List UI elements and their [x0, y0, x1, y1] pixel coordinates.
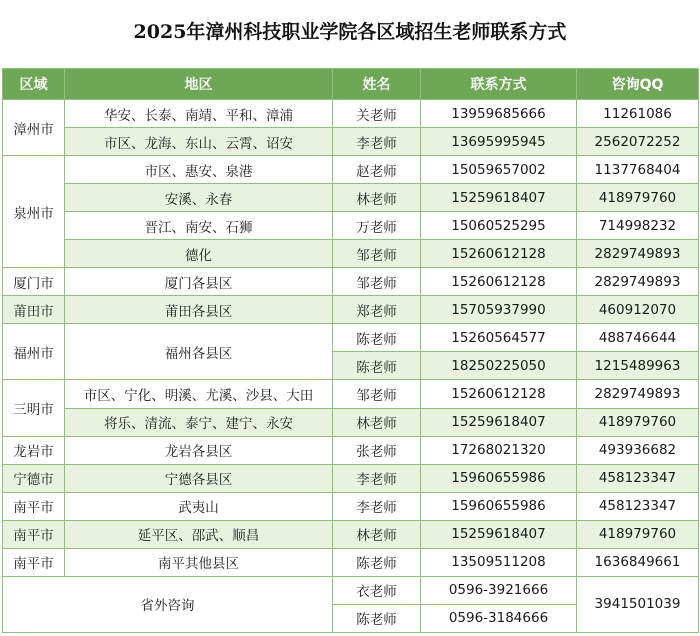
region-cell: 莆田市	[3, 296, 65, 324]
header-phone: 联系方式	[421, 69, 577, 100]
qq-cell: 1636849661	[577, 548, 699, 576]
area-cell: 武夷山	[65, 492, 333, 520]
name-cell: 林老师	[333, 520, 421, 548]
area-cell: 安溪、永春	[65, 184, 333, 212]
table-row	[3, 100, 699, 128]
phone-cell: 15260612128	[421, 268, 577, 296]
qq-cell: 418979760	[577, 408, 699, 436]
qq-cell: 488746644	[577, 324, 699, 352]
table-row	[3, 184, 699, 212]
phone-cell: 15259618407	[421, 408, 577, 436]
header-region: 区域	[3, 69, 65, 100]
name-cell: 邹老师	[333, 240, 421, 268]
qq-cell: 1215489963	[577, 352, 699, 380]
phone-cell: 15260612128	[421, 240, 577, 268]
region-cell: 宁德市	[3, 464, 65, 492]
phone-cell: 0596-3921666	[421, 576, 577, 604]
table-row	[3, 296, 699, 324]
area-cell: 晋江、南安、石狮	[65, 212, 333, 240]
area-cell: 厦门各县区	[65, 268, 333, 296]
qq-cell: 2562072252	[577, 128, 699, 156]
phone-cell: 15260612128	[421, 380, 577, 408]
name-cell: 林老师	[333, 184, 421, 212]
phone-cell: 13695995945	[421, 128, 577, 156]
name-cell: 张老师	[333, 436, 421, 464]
qq-cell: 2829749893	[577, 268, 699, 296]
area-cell: 德化	[65, 240, 333, 268]
area-cell: 将乐、清流、泰宁、建宁、永安	[65, 408, 333, 436]
table-row	[3, 548, 699, 576]
phone-cell: 13959685666	[421, 100, 577, 128]
qq-cell: 2829749893	[577, 240, 699, 268]
table-row	[3, 520, 699, 548]
qq-cell: 418979760	[577, 184, 699, 212]
name-cell: 李老师	[333, 464, 421, 492]
area-cell: 福州各县区	[65, 324, 333, 380]
phone-cell: 15060525295	[421, 212, 577, 240]
table-row	[3, 436, 699, 464]
table-row	[3, 128, 699, 156]
name-cell: 万老师	[333, 212, 421, 240]
qq-cell: 458123347	[577, 464, 699, 492]
table-row	[3, 380, 699, 408]
contact-table	[2, 68, 699, 633]
header-area: 地区	[65, 69, 333, 100]
name-cell: 邹老师	[333, 380, 421, 408]
table-row	[3, 576, 699, 604]
phone-cell: 15059657002	[421, 156, 577, 184]
region-cell: 漳州市	[3, 100, 65, 156]
phone-cell: 18250225050	[421, 352, 577, 380]
region-cell: 福州市	[3, 324, 65, 380]
table-row	[3, 212, 699, 240]
header-name: 姓名	[333, 69, 421, 100]
phone-cell: 15960655986	[421, 464, 577, 492]
phone-cell: 15259618407	[421, 184, 577, 212]
table-row	[3, 408, 699, 436]
region-cell: 南平市	[3, 548, 65, 576]
header-qq: 咨询QQ	[577, 69, 699, 100]
region-cell: 三明市	[3, 380, 65, 436]
area-cell: 华安、长泰、南靖、平和、漳浦	[65, 100, 333, 128]
qq-cell: 460912070	[577, 296, 699, 324]
area-cell: 南平其他县区	[65, 548, 333, 576]
page-title: 2025年漳州科技职业学院各区域招生老师联系方式	[133, 20, 567, 43]
area-cell: 市区、龙海、东山、云霄、诏安	[65, 128, 333, 156]
qq-cell: 11261086	[577, 100, 699, 128]
name-cell: 衣老师	[333, 576, 421, 604]
area-cell: 龙岩各县区	[65, 436, 333, 464]
name-cell: 李老师	[333, 492, 421, 520]
table-row	[3, 156, 699, 184]
phone-cell: 15260564577	[421, 324, 577, 352]
phone-cell: 17268021320	[421, 436, 577, 464]
table-row	[3, 464, 699, 492]
table-row	[3, 492, 699, 520]
region-cell: 泉州市	[3, 156, 65, 268]
outside-label-cell: 省外咨询	[3, 576, 333, 632]
name-cell: 林老师	[333, 408, 421, 436]
area-cell: 市区、宁化、明溪、尤溪、沙县、大田	[65, 380, 333, 408]
qq-cell: 2829749893	[577, 380, 699, 408]
area-cell: 宁德各县区	[65, 464, 333, 492]
phone-cell: 0596-3184666	[421, 604, 577, 632]
name-cell: 陈老师	[333, 548, 421, 576]
region-cell: 南平市	[3, 520, 65, 548]
area-cell: 莆田各县区	[65, 296, 333, 324]
name-cell: 赵老师	[333, 156, 421, 184]
name-cell: 陈老师	[333, 324, 421, 352]
name-cell: 郑老师	[333, 296, 421, 324]
name-cell: 邹老师	[333, 268, 421, 296]
table-row	[3, 268, 699, 296]
phone-cell: 15960655986	[421, 492, 577, 520]
table-row	[3, 240, 699, 268]
name-cell: 关老师	[333, 100, 421, 128]
phone-cell: 15705937990	[421, 296, 577, 324]
phone-cell: 15259618407	[421, 520, 577, 548]
qq-cell: 3941501039	[577, 576, 699, 632]
qq-cell: 458123347	[577, 492, 699, 520]
name-cell: 陈老师	[333, 604, 421, 632]
phone-cell: 13509511208	[421, 548, 577, 576]
region-cell: 厦门市	[3, 268, 65, 296]
table-header-row	[3, 69, 699, 100]
region-cell: 龙岩市	[3, 436, 65, 464]
qq-cell: 1137768404	[577, 156, 699, 184]
name-cell: 李老师	[333, 128, 421, 156]
qq-cell: 493936682	[577, 436, 699, 464]
table-row	[3, 324, 699, 352]
region-cell: 南平市	[3, 492, 65, 520]
name-cell: 陈老师	[333, 352, 421, 380]
qq-cell: 714998232	[577, 212, 699, 240]
area-cell: 延平区、邵武、顺昌	[65, 520, 333, 548]
area-cell: 市区、惠安、泉港	[65, 156, 333, 184]
qq-cell: 418979760	[577, 520, 699, 548]
